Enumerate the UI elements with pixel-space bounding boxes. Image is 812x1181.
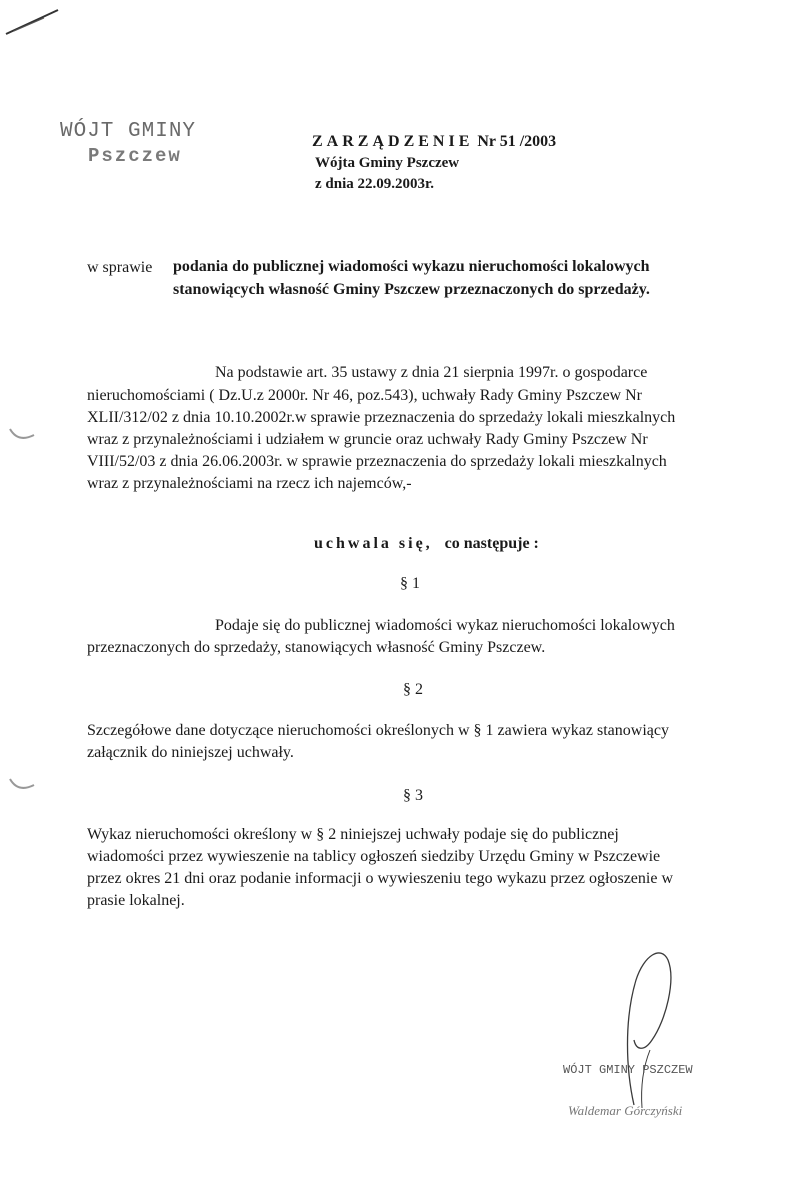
section-mark: § 2	[403, 681, 423, 698]
pen-mark	[4, 4, 60, 38]
subject-line: stanowiących własność Gminy Pszczew przeznaczonych do sprzedaży.	[173, 281, 650, 298]
document-title	[312, 133, 556, 151]
section-text-line: Podaje się do publicznej wiadomości wykaz nieruchomości lokalowych	[215, 617, 675, 634]
office-stamp-line1: WÓJT GMINY	[60, 120, 197, 143]
section-text-line: przez okres 21 dni oraz podanie informacji o wywieszeniu tego wykazu przez ogłoszenie w	[87, 870, 673, 887]
section-mark: § 3	[403, 787, 423, 804]
document-number: Nr 51 /2003	[477, 133, 557, 150]
handwritten-signature	[606, 940, 686, 1110]
punch-hole-mark	[6, 775, 36, 795]
issuer: Wójta Gminy Pszczew	[315, 155, 460, 171]
preamble-line: wraz z przynależnościami i udziałem w gruncie oraz uchwały Rady Gminy Pszczew Nr	[87, 431, 648, 448]
section-text-line: Wykaz nieruchomości określony w § 2 niniejszej uchwały podaje się do publicznej	[87, 826, 619, 843]
section-text-line: Szczegółowe dane dotyczące nieruchomości określonych w § 1 zawiera wykaz stanowiący	[87, 722, 669, 739]
preamble-line: XLII/312/02 z dnia 10.10.2002r.w sprawie przeznaczenia do sprzedaży lokali mieszkalnych	[87, 409, 676, 426]
section-text-line: załącznik do niniejszej uchwały.	[87, 744, 294, 761]
signatory-office: WÓJT GMINY PSZCZEW	[563, 1063, 693, 1077]
section-text-line: wiadomości przez wywieszenie na tablicy ogłoszeń siedziby Urzędu Gminy w Pszczewie	[87, 848, 661, 865]
signatory-name: Waldemar Górczyński	[568, 1103, 683, 1118]
subject-line: podania do publicznej wiadomości wykazu nieruchomości lokalowych	[173, 258, 650, 275]
resolution-word: uchwala się,	[314, 535, 433, 552]
section-mark: § 1	[400, 575, 420, 592]
resolution-heading	[314, 535, 539, 553]
section-text-line: prasie lokalnej.	[87, 892, 185, 909]
issue-date: z dnia 22.09.2003r.	[315, 176, 435, 192]
preamble-line: wraz z przynależnościami na rzecz ich najemców,-	[87, 475, 412, 492]
preamble-line: nieruchomościami ( Dz.U.z 2000r. Nr 46, poz.543), uchwały Rady Gminy Pszczew Nr	[87, 387, 642, 404]
preamble-line: VIII/52/03 z dnia 26.06.2003r. w sprawie przeznaczenia do sprzedaży lokali mieszkalnych	[87, 453, 667, 470]
document-title-word: ZARZĄDZENIE	[312, 133, 474, 150]
office-stamp-line2: Pszczew	[88, 145, 182, 167]
preamble-line: Na podstawie art. 35 ustawy z dnia 21 sierpnia 1997r. o gospodarce	[215, 364, 648, 381]
punch-hole-mark	[6, 425, 36, 445]
resolution-follow: co następuje :	[444, 535, 539, 552]
subject-lead: w sprawie	[87, 259, 153, 276]
section-text-line: przeznaczonych do sprzedaży, stanowiących własność Gminy Pszczew.	[87, 639, 546, 656]
